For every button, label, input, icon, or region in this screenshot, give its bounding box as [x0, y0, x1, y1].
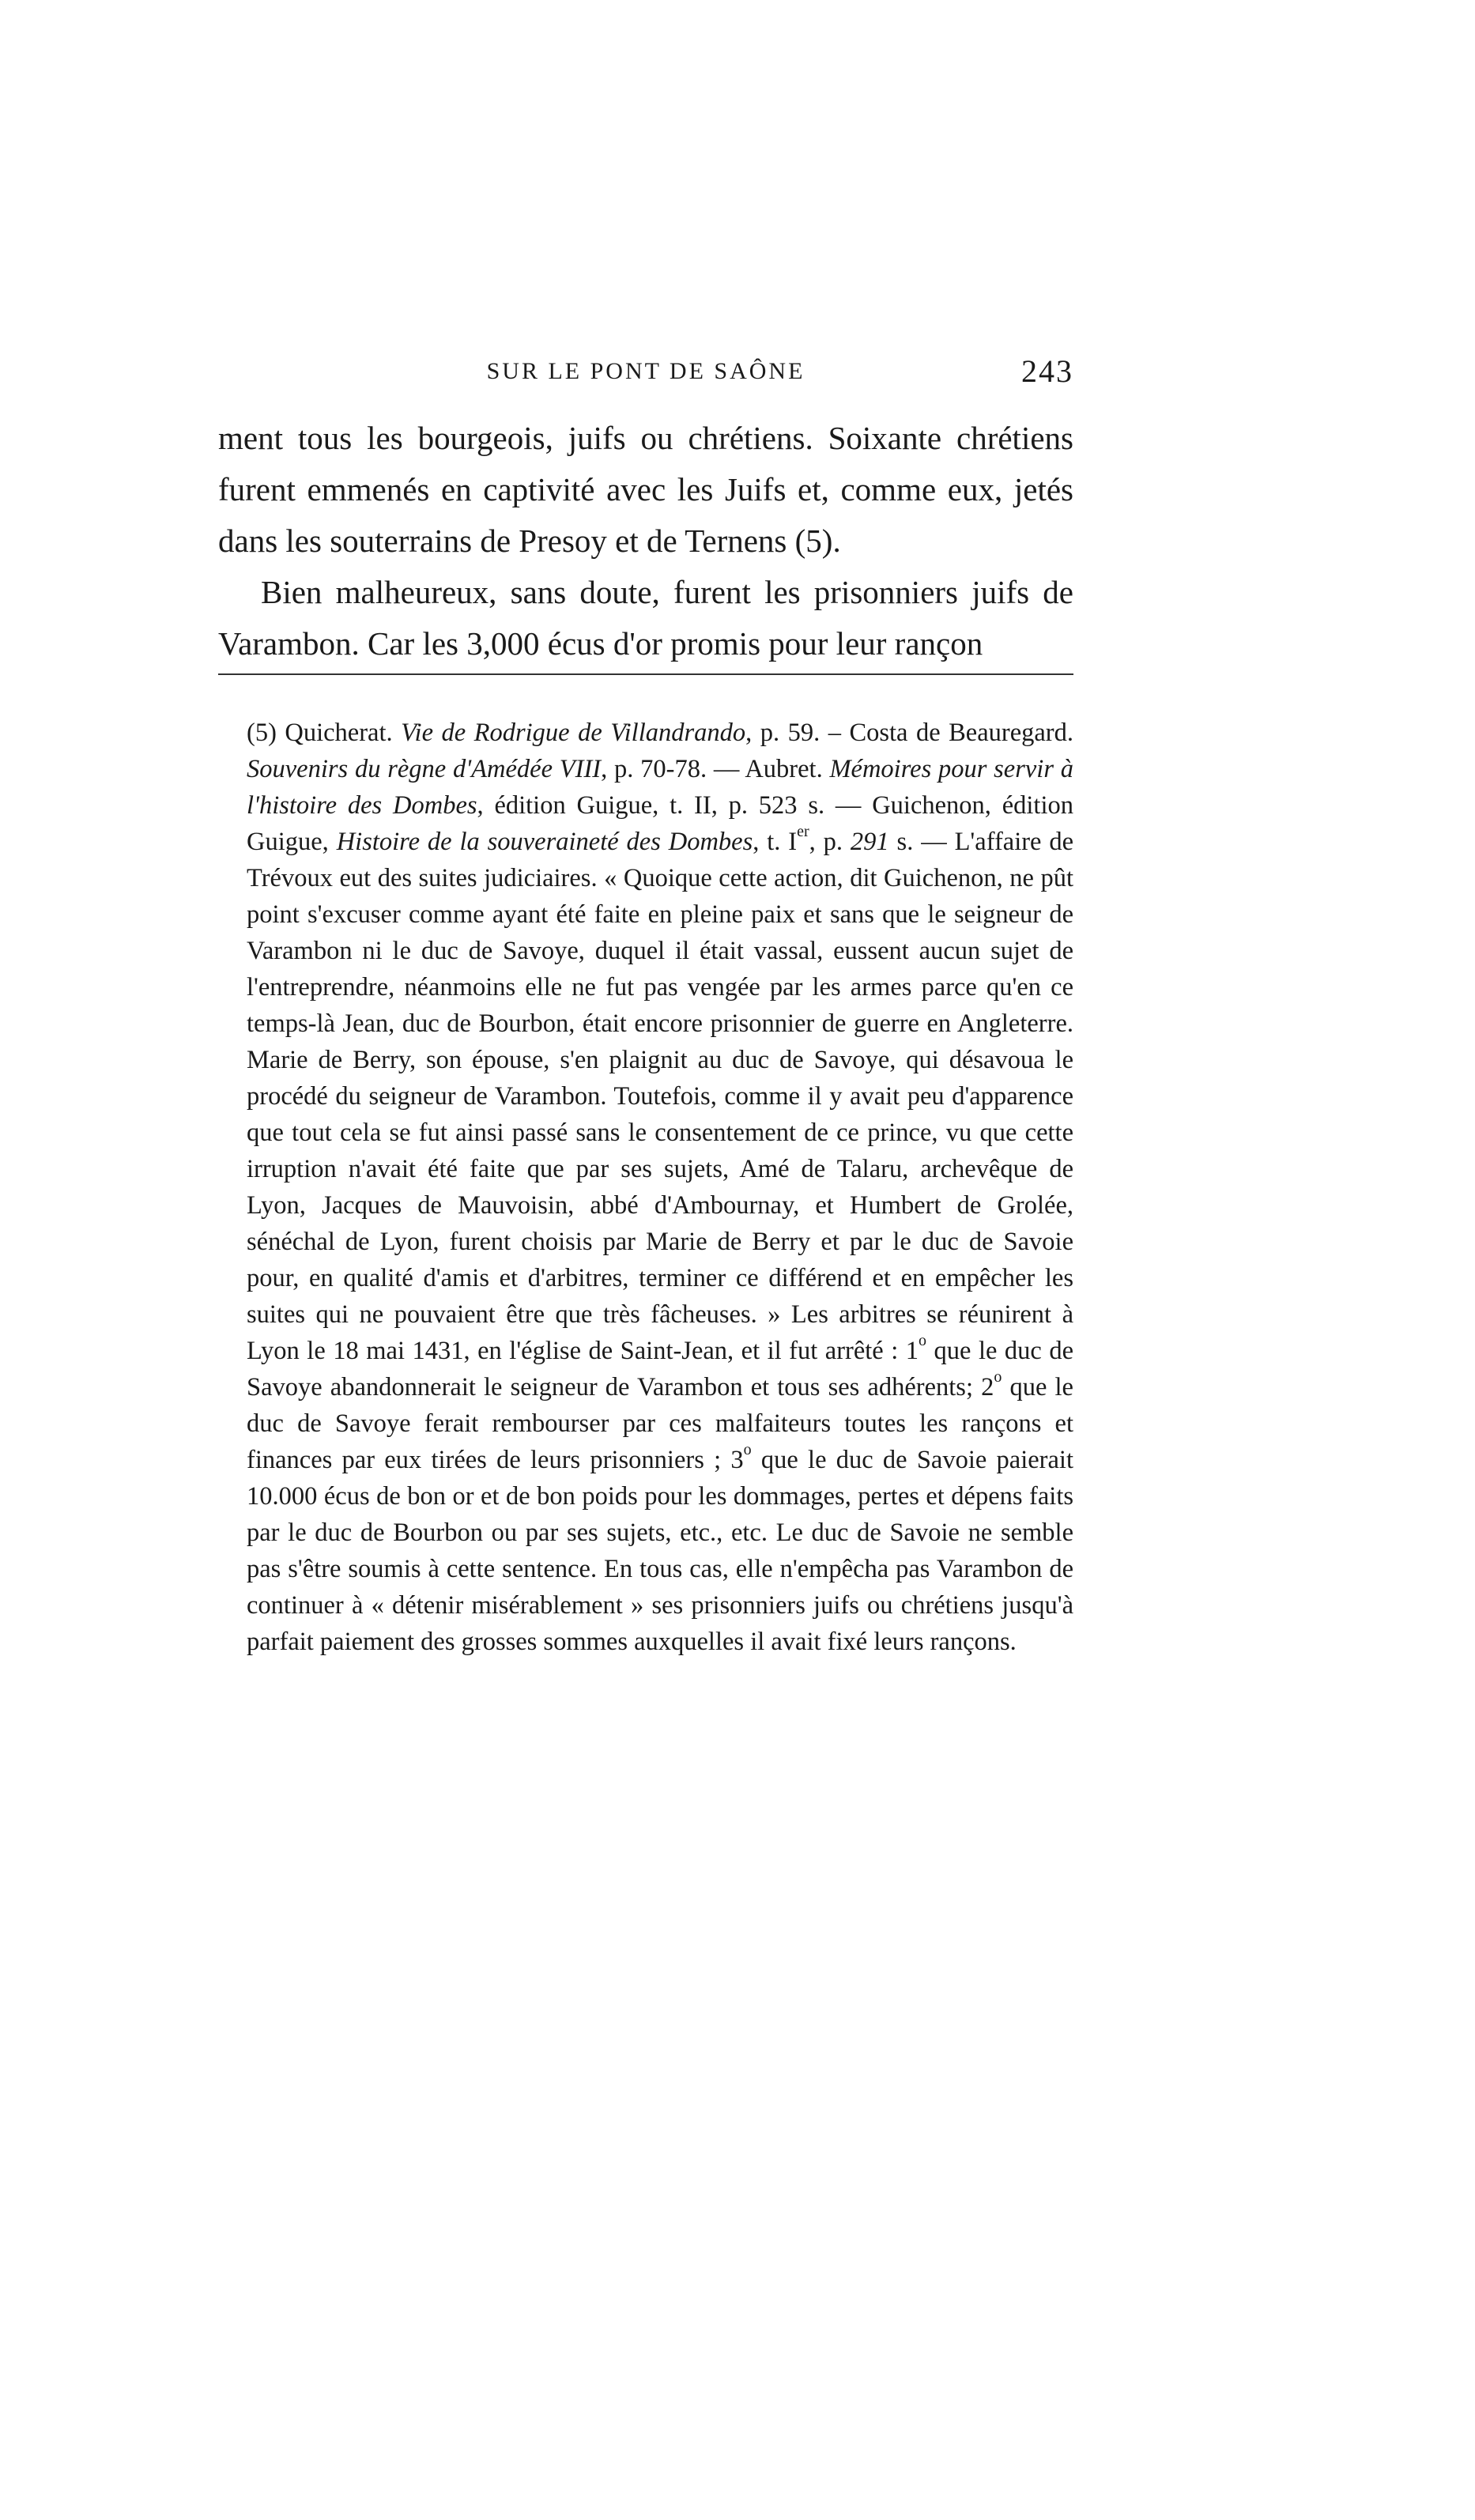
footnote-page-ref: 291 [850, 828, 889, 856]
footnote-title: Vie de Rodrigue de Villandrando [401, 719, 746, 747]
footnote-segment: , p. [809, 828, 851, 856]
footnote-segment: que le duc de Savoie paierait 10.000 écus de bon or et de bon poids pour les dommages, pertes et dépens faits par le duc de Bourbon ou par ses sujets, etc., etc. Le duc de Savoie ne semble pas s'être soumis à cette sentence. En tous cas, elle n'empêcha pas Varambon de continuer à « détenir misérablement » ses prisonniers juifs ou chrétiens jusqu'à parfait paiement des grosses sommes auxquelles il avait fixé leurs rançons. [247, 1446, 1073, 1656]
footnote-segment: que le duc de Savoye abandonnerait le seigneur de Varambon et tous ses adhérents; 2 [247, 1337, 1073, 1401]
footnote-superscript: o [743, 1441, 752, 1458]
running-head [218, 354, 1073, 402]
footnote-title: Histoire de la souveraineté des Dombes [336, 828, 753, 856]
footnote-segment: , édition Guigue, t. II, p. 523 s. — Guichenon, édition Guigue, [247, 791, 1073, 856]
footnote-separator [218, 673, 1073, 675]
footnote-superscript: o [994, 1368, 1002, 1386]
footnote-5 [247, 715, 1073, 1660]
running-title: SUR LE PONT DE SAÔNE [486, 358, 805, 384]
footnote-title: Souvenirs du règne d'Amédée VIII [247, 755, 602, 783]
page-number: 243 [1021, 353, 1073, 389]
body-paragraph-continued: ment tous les bourgeois, juifs ou chrétiens. Soixante chrétiens furent emmenés en captivité avec les Juifs et, comme eux, jetés dans les souterrains de Presoy et de Ternens (5). [218, 420, 1073, 559]
footnote-superscript: o [919, 1332, 927, 1349]
footnote-title: Mémoires pour servir à l'histoire des Dombes [247, 755, 1073, 820]
footnote-superscript: er [797, 823, 809, 840]
footnote-segment: s. — L'affaire de Trévoux eut des suites judiciaires. « Quoique cette action, dit Guichenon, ne pût point s'excuser comme ayant été faite en pleine paix et sans que le seigneur de Varambon ni le duc de Savoye, duquel il était vassal, eussent aucun sujet de l'entreprendre, néanmoins elle ne fut pas vengée par les armes parce qu'en ce temps-là Jean, duc de Bourbon, était encore prisonnier de guerre en Angleterre. Marie de Berry, son épouse, s'en plaignit au duc de Savoye, qui désavoua le procédé du seigneur de Varambon. Toutefois, comme il y avait peu d'apparence que tout cela se fut ainsi passé sans le consentement de ce prince, vu que cette irruption n'avait été faite que par ses sujets, Amé de Talaru, archevêque de Lyon, Jacques de Mauvoisin, abbé d'Ambournay, et Humbert de Grolée, sénéchal de Lyon, furent choisis par Marie de Berry et par le duc de Savoie pour, en qualité d'amis et d'arbitres, terminer ce différend et en empêcher les suites qui ne pouvaient être que très fâcheuses. » Les arbitres se réunirent à Lyon le 18 mai 1431, en l'église de Saint-Jean, et il fut arrêté : 1 [247, 828, 1074, 1365]
footnote-segment: , t. I [753, 828, 798, 856]
footnote-segment: , p. 70-78. — Aubret. [601, 755, 830, 783]
footnote-segment: que le duc de Savoye ferait rembourser par ces malfaiteurs toutes les rançons et finances par eux tirées de leurs prisonniers ; 3 [247, 1373, 1073, 1474]
main-text [218, 413, 1073, 670]
body-paragraph: Bien malheureux, sans doute, furent les prisonniers juifs de Varambon. Car les 3,000 écus d'or promis pour leur rançon [218, 574, 1073, 662]
footnote-segment: , p. 59. – Costa de Beauregard. [745, 719, 1073, 747]
footnote-segment: (5) Quicherat. [247, 719, 402, 747]
footnote-text [247, 715, 1073, 1660]
